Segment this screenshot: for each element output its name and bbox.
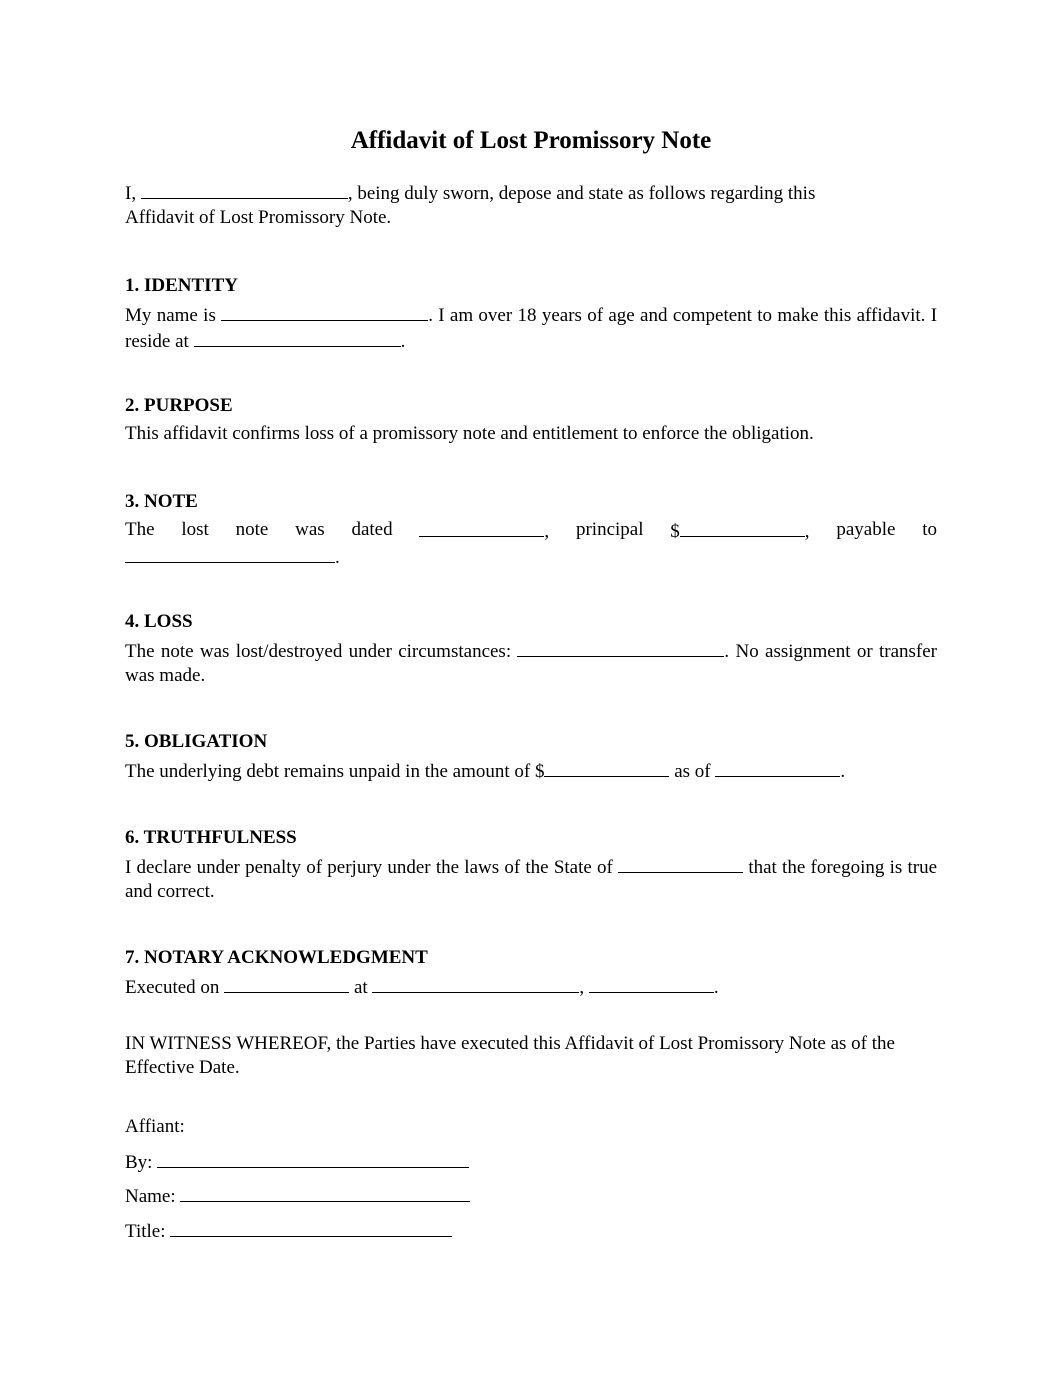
- section-heading: 5. OBLIGATION: [125, 731, 268, 752]
- section-heading: 2. PURPOSE: [125, 395, 233, 416]
- truth-text-3: is true and correct.: [125, 857, 938, 902]
- truth-text-2: that the foregoing: [748, 857, 885, 878]
- obligation-amount-blank[interactable]: [544, 758, 669, 777]
- intro-paragraph: [125, 180, 937, 230]
- signature-name-blank[interactable]: [180, 1183, 470, 1202]
- signature-label: Affiant:: [125, 1116, 185, 1137]
- note-word: $: [670, 521, 680, 542]
- document-title: Affidavit of Lost Promissory Note: [350, 127, 712, 154]
- note-end: .: [335, 547, 340, 568]
- loss-text-2: . No assignment or: [724, 641, 873, 662]
- section-notary: [125, 946, 937, 1000]
- intro-line2: Affidavit of Lost Promissory Note.: [125, 207, 392, 228]
- note-date-blank[interactable]: [419, 518, 544, 537]
- note-principal-blank[interactable]: [680, 518, 805, 537]
- signature-name-row: [125, 1183, 470, 1209]
- section-truthfulness: [125, 826, 937, 904]
- section-purpose: [125, 394, 937, 446]
- signature-title-row: [125, 1218, 452, 1244]
- section-heading: 4. LOSS: [125, 611, 193, 632]
- identity-text-4: .: [400, 331, 406, 352]
- identity-address-blank[interactable]: [194, 328, 401, 347]
- affiant-name-blank[interactable]: [141, 180, 348, 199]
- notary-text-2: at: [353, 977, 368, 998]
- note-word: note: [235, 519, 269, 540]
- signature-by-blank[interactable]: [157, 1149, 469, 1168]
- obligation-text-1: The underlying debt remains unpaid in the amount of $: [125, 761, 545, 782]
- note-word: was: [295, 519, 325, 540]
- signature-by-label: By:: [125, 1152, 153, 1173]
- note-word: to: [922, 519, 937, 540]
- intro-suffix: , being duly sworn, depose and state as follows regarding this: [347, 183, 816, 204]
- obligation-text-2: as of: [674, 761, 711, 782]
- section-note: [125, 490, 937, 570]
- obligation-date-blank[interactable]: [715, 758, 840, 777]
- section-obligation: [125, 730, 937, 784]
- identity-text-3: affidavit. I reside at: [125, 305, 938, 352]
- signature-by-row: [125, 1149, 469, 1175]
- note-word: payable: [836, 519, 896, 540]
- loss-text-1: The note was lost/destroyed under circumstances:: [125, 641, 512, 662]
- truth-state-blank[interactable]: [618, 854, 743, 873]
- section-heading: 3. NOTE: [125, 491, 198, 512]
- notary-text-3: ,: [579, 977, 585, 998]
- notary-date-blank[interactable]: [224, 974, 349, 993]
- note-word: principal: [575, 519, 644, 540]
- note-word: ,: [804, 521, 810, 542]
- loss-text-3: transfer was made.: [125, 641, 937, 686]
- section-loss: [125, 610, 937, 688]
- note-payee-blank[interactable]: [125, 544, 335, 563]
- loss-circumstances-blank[interactable]: [517, 638, 724, 657]
- notary-state-blank[interactable]: [589, 974, 714, 993]
- identity-name-blank[interactable]: [221, 302, 428, 321]
- notary-city-blank[interactable]: [372, 974, 579, 993]
- signature-title-label: Title:: [125, 1221, 166, 1242]
- identity-text-1: My name is: [125, 305, 216, 326]
- note-word: The: [125, 519, 155, 540]
- notary-text-4: .: [713, 977, 719, 998]
- witness-paragraph: [125, 1032, 937, 1080]
- notary-text-1: Executed on: [125, 977, 220, 998]
- note-word: ,: [544, 521, 550, 542]
- purpose-text: This affidavit confirms loss of a promissory note and entitlement to enforce the obligation.: [125, 423, 814, 444]
- truth-text-1: I declare under penalty of perjury under the laws of the State of: [125, 857, 613, 878]
- signature-name-label: Name:: [125, 1186, 176, 1207]
- signature-title-blank[interactable]: [170, 1218, 452, 1237]
- identity-text-2: . I am over 18 years of age and competent to make this: [428, 305, 852, 326]
- section-heading: 1. IDENTITY: [125, 275, 238, 296]
- section-identity: [125, 274, 937, 354]
- note-word: lost: [181, 519, 209, 540]
- intro-prefix: I,: [125, 183, 137, 204]
- witness-text: IN WITNESS WHEREOF, the Parties have executed this Affidavit of Lost Promissory Note as of the Effective Date.: [125, 1033, 895, 1078]
- obligation-text-3: .: [840, 761, 846, 782]
- note-word: dated: [351, 519, 393, 540]
- section-heading: 6. TRUTHFULNESS: [125, 827, 297, 848]
- section-heading: 7. NOTARY ACKNOWLEDGMENT: [125, 947, 428, 968]
